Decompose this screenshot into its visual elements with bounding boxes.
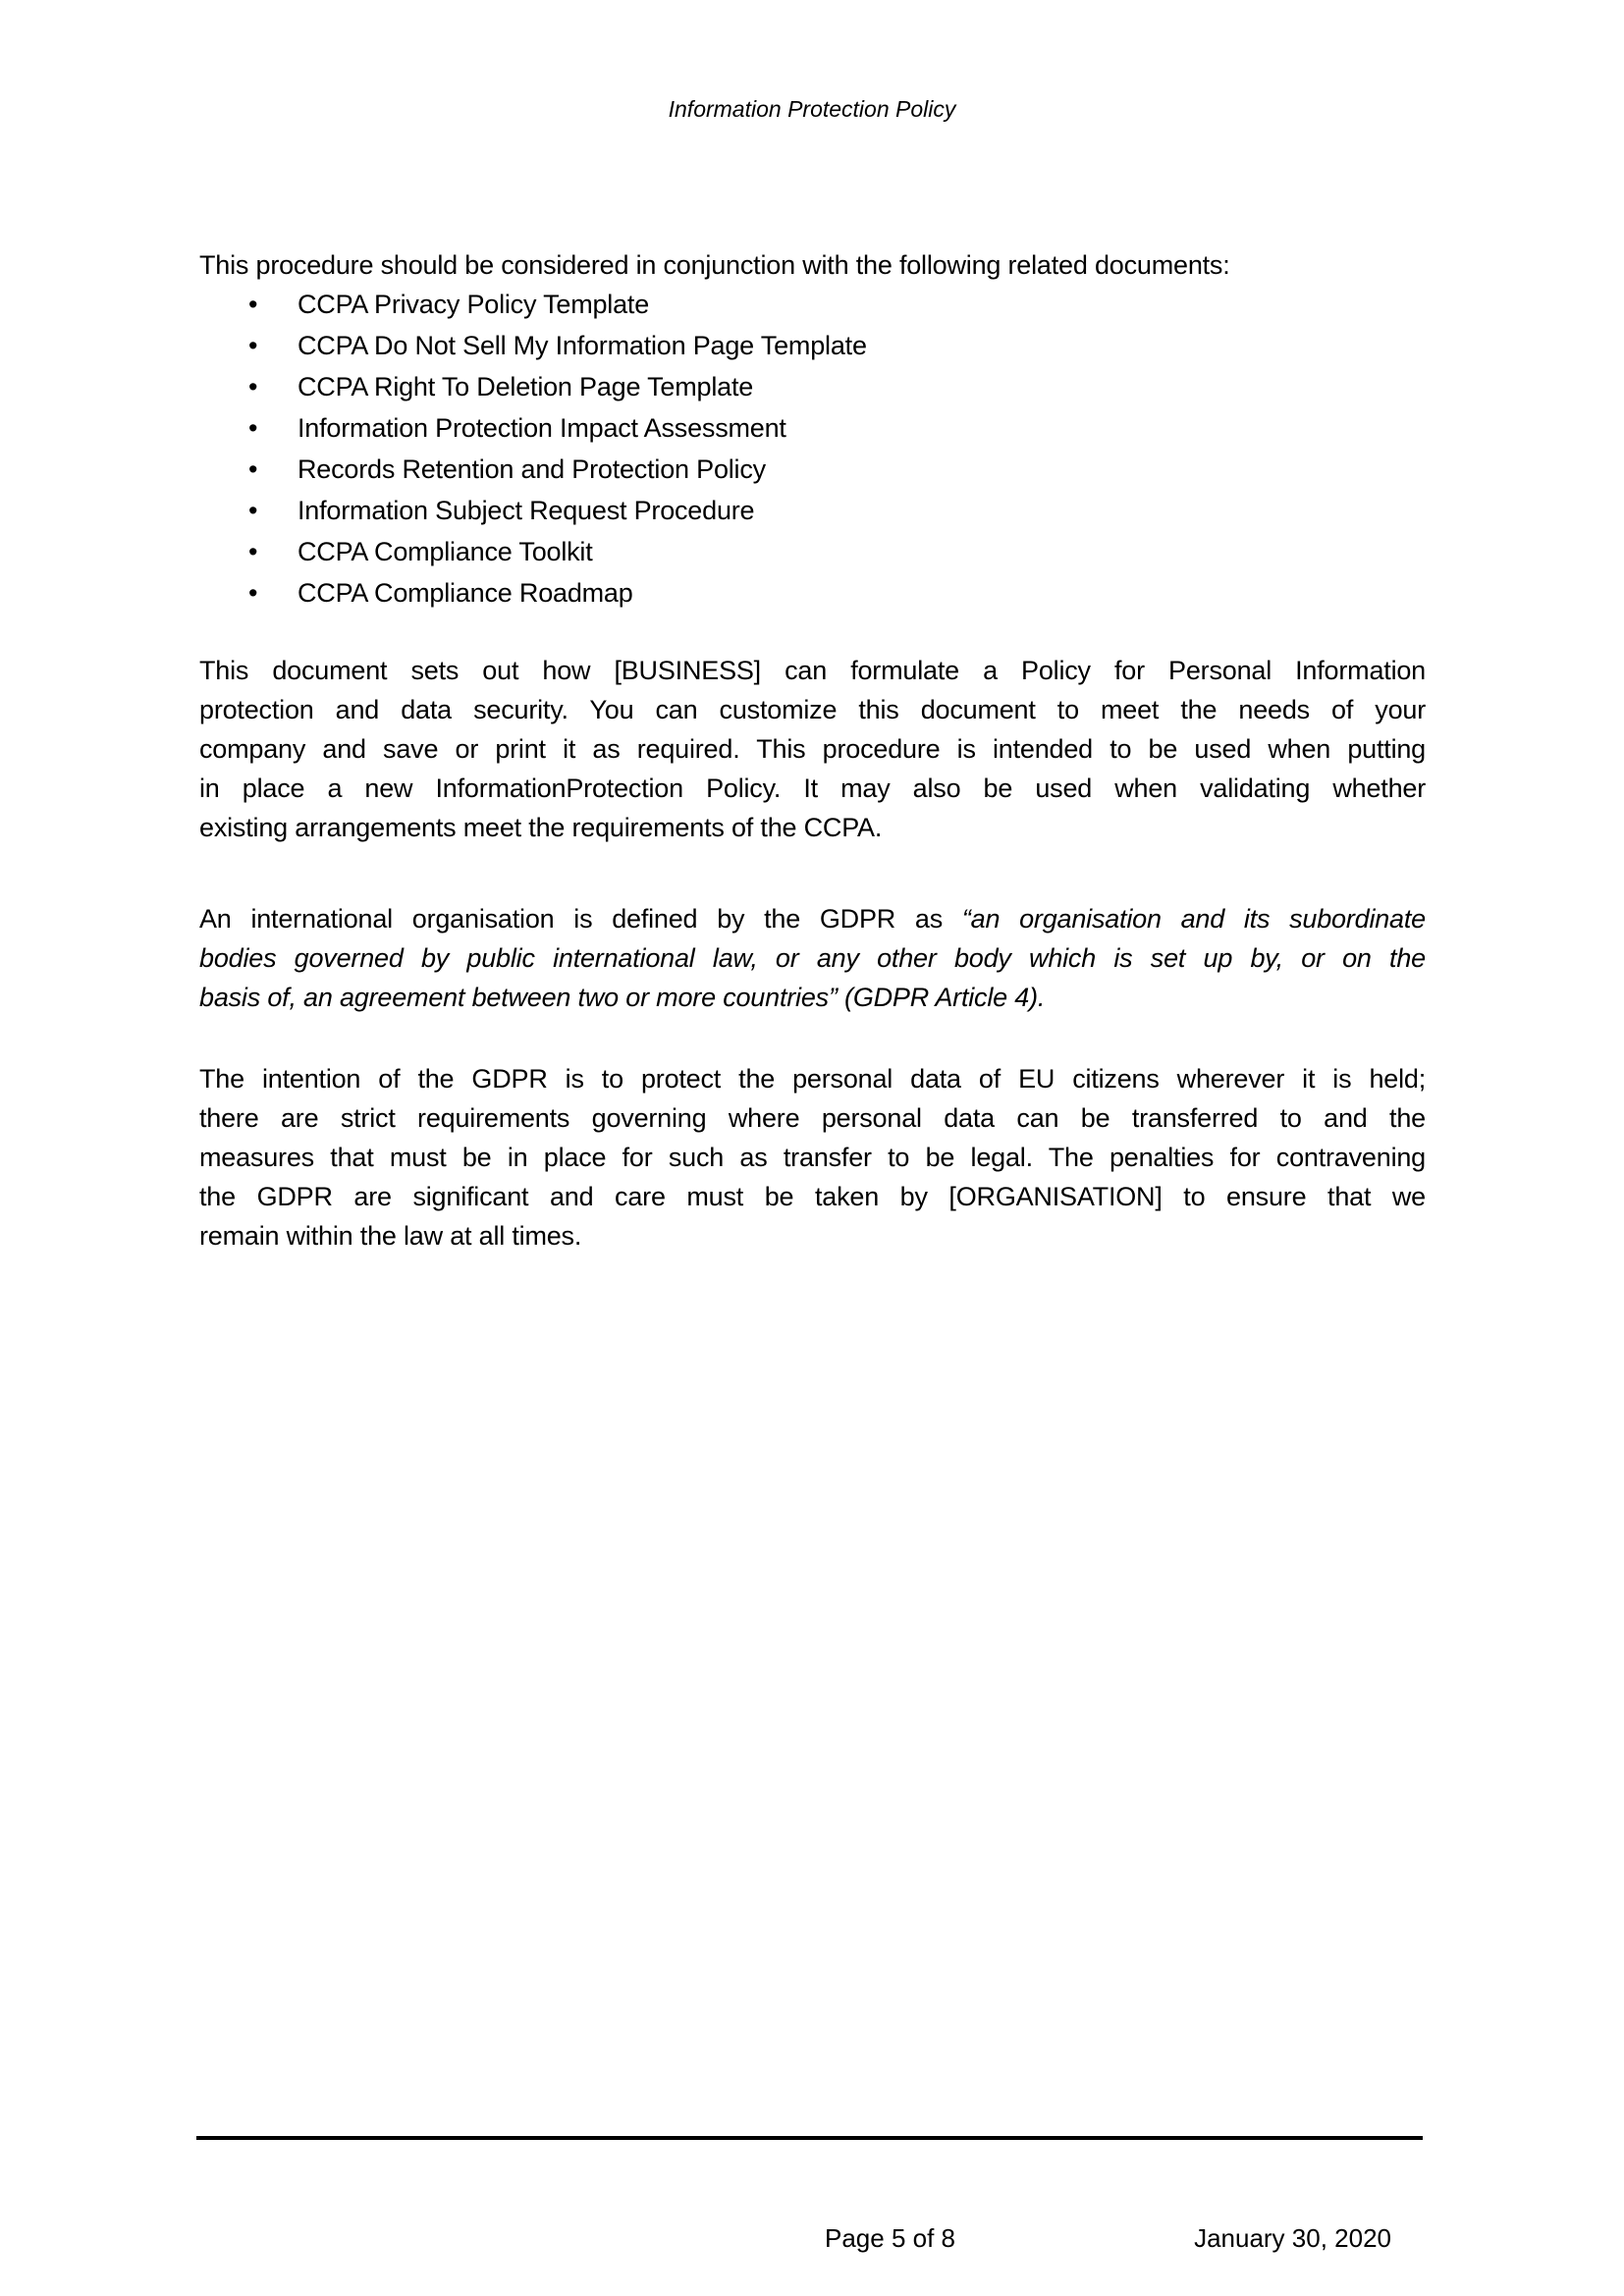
text-line: protection and data security. You can customize this document to meet the needs of your (199, 695, 1426, 724)
footer-divider (196, 2136, 1423, 2140)
page-title: Information Protection Policy (668, 96, 956, 122)
footer-page-number: Page 5 of 8 (825, 2223, 955, 2253)
text-line: measures that must be in place for such as transfer to be legal. The penalties for contravening (199, 1143, 1426, 1172)
text-line: the GDPR are significant and care must be taken by [ORGANISATION] to ensure that we (199, 1182, 1426, 1211)
text-line: The intention of the GDPR is to protect the personal data of EU citizens wherever it is held; (199, 1064, 1426, 1094)
text-line: company and save or print it as required. This procedure is intended to be used when putting (199, 734, 1426, 764)
list-item: • CCPA Compliance Roadmap (199, 572, 1426, 614)
text-line: there are strict requirements governing where personal data can be transferred to and the (199, 1103, 1426, 1133)
related-documents-list (199, 284, 1426, 614)
text-line: bodies governed by public international law, or any other body which is set up by, or on the (199, 943, 1426, 973)
list-item: • Information Subject Request Procedure (199, 490, 1426, 531)
list-item: • CCPA Do Not Sell My Information Page Template (199, 325, 1426, 366)
footer-date: January 30, 2020 (1194, 2223, 1391, 2253)
text-line: remain within the law at all times. (199, 1221, 582, 1251)
list-item: • CCPA Compliance Toolkit (199, 531, 1426, 572)
list-item: • CCPA Privacy Policy Template (199, 284, 1426, 325)
text-line: basis of, an agreement between two or more countries” (GDPR Article 4). (199, 983, 1046, 1012)
text-line: This document sets out how [BUSINESS] can formulate a Policy for Personal Information (199, 656, 1426, 685)
list-item: • Information Protection Impact Assessment (199, 407, 1426, 449)
intro-paragraph: This procedure should be considered in conjunction with the following related documents: (199, 250, 1230, 280)
paragraph-gdpr-intention (199, 1059, 1426, 1255)
text-line: in place a new InformationProtection Policy. It may also be used when validating whether (199, 774, 1426, 803)
document-body (199, 0, 1426, 2296)
paragraph-gdpr-definition (199, 899, 1426, 1017)
text-line: An international organisation is defined by the GDPR as “an organisation and its subordinate (199, 904, 1426, 934)
paragraph-business-policy (199, 651, 1426, 847)
list-item: • CCPA Right To Deletion Page Template (199, 366, 1426, 407)
text-line: existing arrangements meet the requirements of the CCPA. (199, 813, 883, 842)
list-item: • Records Retention and Protection Policy (199, 449, 1426, 490)
